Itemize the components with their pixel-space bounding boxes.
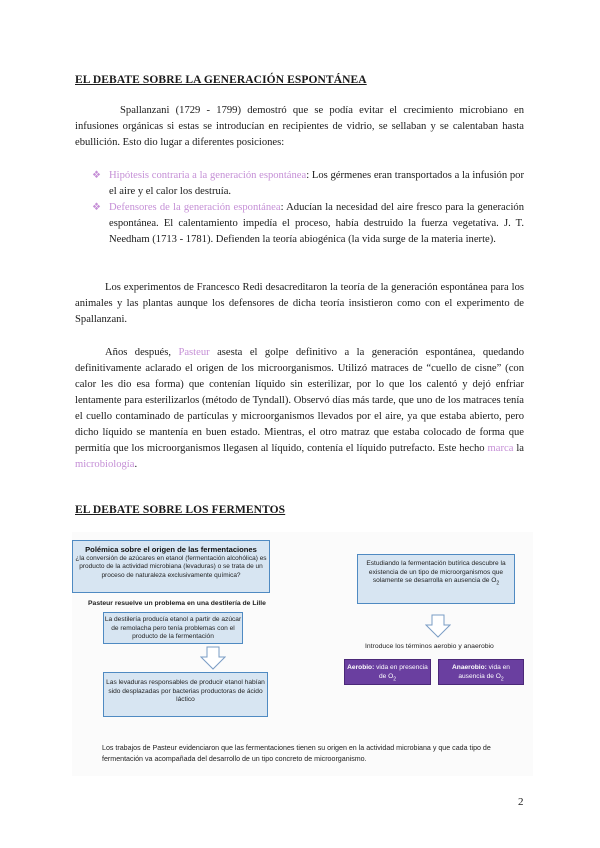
text-run: la [513,443,524,454]
oxygen-subscript: 2 [393,675,397,682]
butyric-box [357,554,515,604]
marca-link: marca [487,443,514,454]
diamond-bullet-icon: ❖ [92,170,101,181]
anaerobio-definition: vida en ausencia de O [458,664,510,680]
bullet-highlight: Hipótesis contraria a la generación espontánea [109,170,307,181]
paragraph-spallanzani: Spallanzani (1729 - 1799) demostró que se podía evitar el crecimiento microbiano en infusiones orgánicas si estas se introducían en recipientes de vidrio, se sellaban y se calentaban hasta ebullición. Esto dio lugar a diferentes posiciones: [75,105,524,148]
bullet-text: : Los gérmenes eran transportados a la infusión por el aire y el calor los destruía. [109,170,524,197]
yeast-box: Las levaduras responsables de producir etanol habían sido desplazadas por bacterias productoras de ácido láctico [103,672,268,717]
anaerobio-box [438,659,524,685]
diamond-bullet-icon: ❖ [92,202,101,213]
text-run: asesta el golpe definitivo a la generación espontánea, quedando definitivamente aclarado el origen de los microorganismos. Utilizó matraces de “cuello de cisne” (con calor les dio esa forma) que contenían líquido sin esterilizar, por lo que los calentó y dejó enfriar lentamente para esterilizarlos (método de Tyndall). Observó días más tarde, que uno de los matraces tenía el cuello contaminado de partículas y microorganismos llevados por el aire, ya que estaba abierto, pero dicho líquido se mantenía en buen estado. Mientras, el otro matraz que estaba colocado de forma que permitía que los microorganismos llegasen al líquido, contenía el líquido putrefacto. Este hecho [75,347,524,454]
figure-caption: Los trabajos de Pasteur evidenciaron que las fermentaciones tienen su origen en la actividad microbiana y que cada tipo de fermentación va acompañada del desarrollo de un tipo concreto de microorganismo. [102,744,491,763]
text-run: . [134,459,138,470]
left-branch-label: Pasteur resuelve un problema en una destilería de Lille [88,600,266,607]
oxygen-subscript: 2 [496,580,500,587]
bullet-highlight: Defensores de la generación espontánea [109,202,281,213]
section-heading-fermentos: EL DEBATE SOBRE LOS FERMENTOS [75,504,286,516]
text-run: Años después, [105,347,179,358]
page-number: 2 [518,796,524,808]
oxygen-subscript: 2 [500,675,504,682]
figure-title: Polémica sobre el origen de las fermentaciones [85,545,257,554]
bullet-text: : Aducían la necesidad del aire fresco para la generación espontánea. El calentamiento impedía el proceso, había destruido la fuerza vegetativa. J. T. Needham (1713 - 1781). Defienden la teoría abiogénica (la vida surge de la materia inerte). [109,202,525,245]
aerobio-definition: vida en presencia de O [374,664,428,680]
distillery-box: La destilería producía etanol a partir de azúcar de remolacha pero tenía problemas con el producto de la fermentación [103,612,243,644]
down-arrow-icon [200,646,226,670]
section-heading-generacion: EL DEBATE SOBRE LA GENERACIÓN ESPONTÁNEA [75,74,367,86]
anaerobio-term: Anaerobio: [452,664,487,671]
butyric-text: Estudiando la fermentación butírica descubre la existencia de un tipo de microorganismos que solamente se desarrolla en ausencia de O [366,560,506,585]
pasteur-link: Pasteur [178,347,210,358]
bullet-item [92,200,524,248]
figure-title-box [72,540,270,593]
microbiologia-link: microbiología [75,459,135,470]
down-arrow-icon [425,614,451,638]
aerobio-term: Aerobio: [347,664,375,671]
terms-label: Introduce los términos aerobio y anaerobio [365,643,494,650]
fermentation-diagram [72,532,533,776]
figure-question: ¿la conversión de azúcares en etanol (fermentación alcohólica) es producto de la actividad microbiana (levaduras) o se trata de un proceso de naturaleza exclusivamente química? [75,555,267,579]
paragraph-redi: Los experimentos de Francesco Redi desacreditaron la teoría de la generación espontánea para los animales y las plantas aunque los defensores de dicha teoría insistieron como con el experimento de Spallanzani. [75,282,524,325]
bullet-item [92,168,524,200]
paragraph-pasteur [75,345,524,473]
aerobio-box [344,659,431,685]
